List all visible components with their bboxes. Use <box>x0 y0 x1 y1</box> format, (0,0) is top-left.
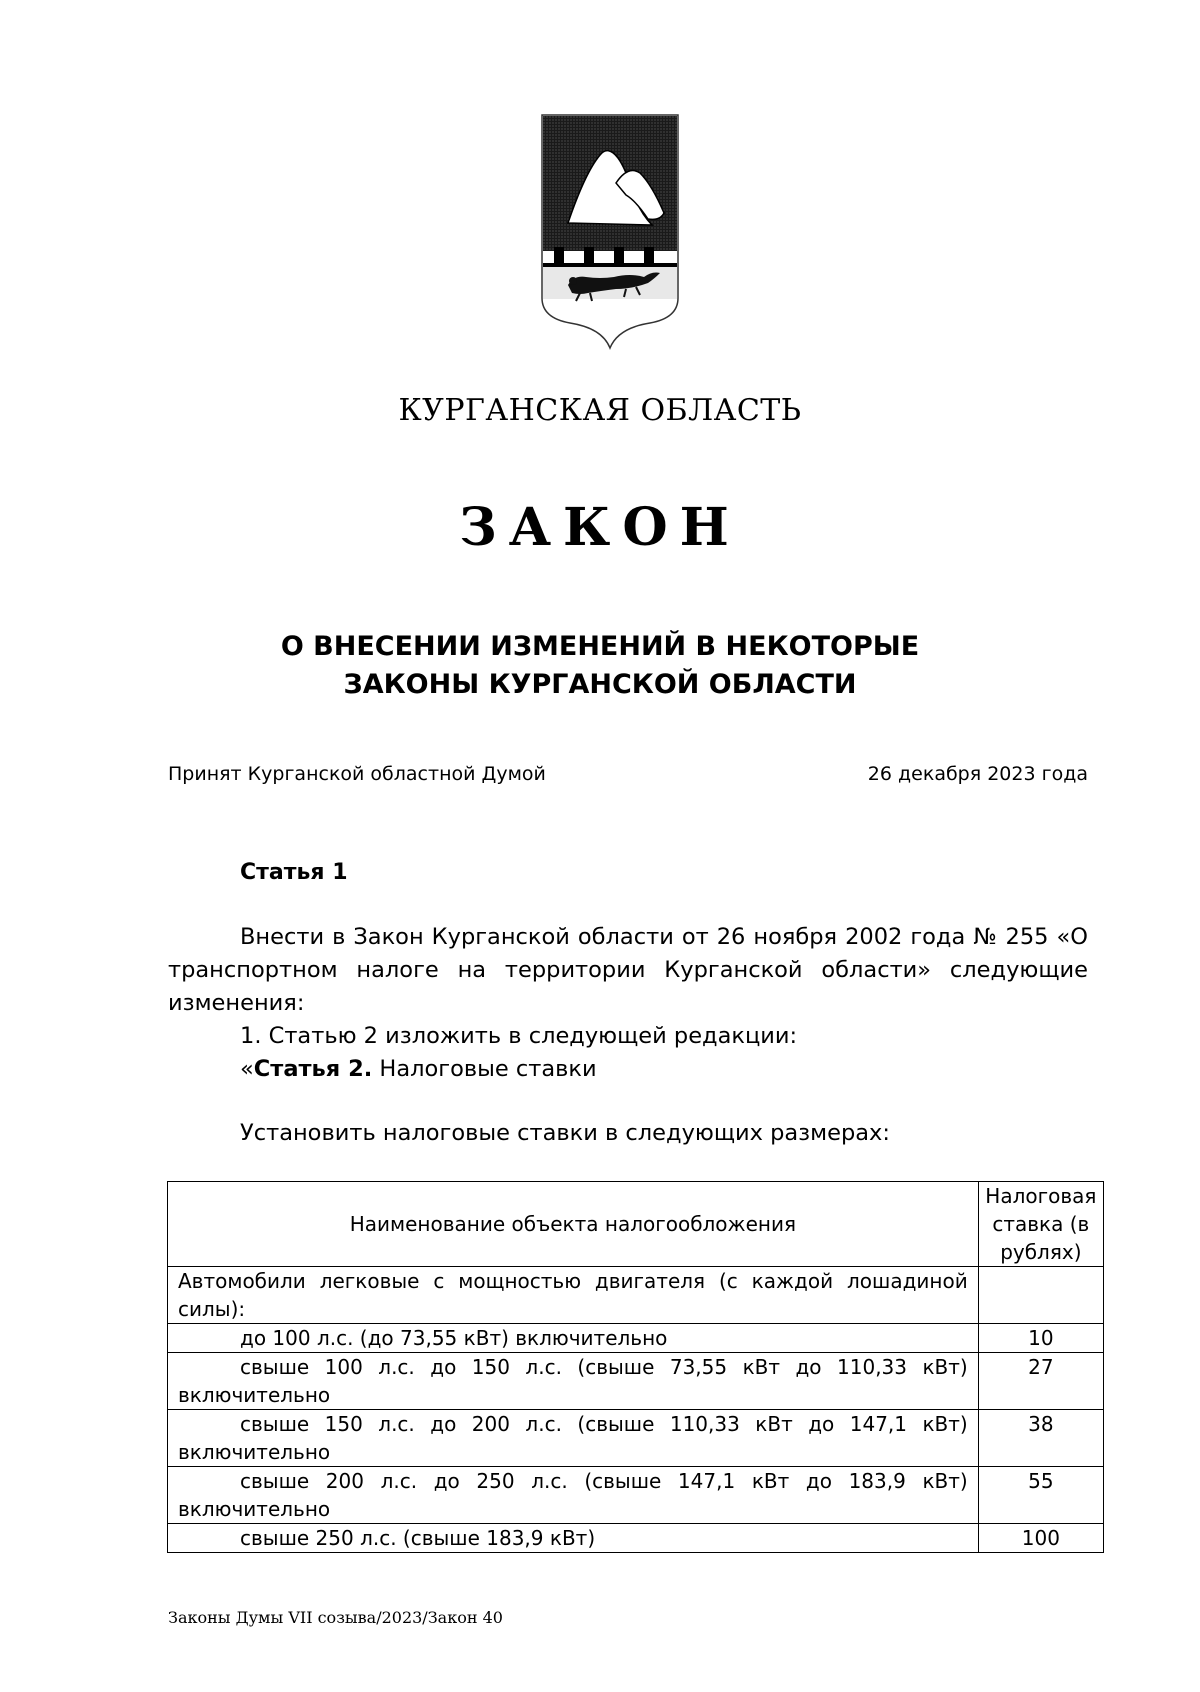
table-row <box>168 1467 1104 1524</box>
article-2-title: Налоговые ставки <box>372 1056 597 1082</box>
article-1-heading: Статья 1 <box>240 860 348 885</box>
tax-rates-table <box>167 1181 1104 1553</box>
row-name: свыше 100 л.с. до 150 л.с. (свыше 73,55 кВт до 110,33 кВт) включительно <box>168 1353 979 1410</box>
article-2-label: Статья 2. <box>253 1056 373 1082</box>
table-row-group <box>168 1267 1104 1324</box>
table-row <box>168 1410 1104 1467</box>
row-rate: 27 <box>978 1353 1103 1410</box>
rates-intro: Установить налоговые ставки в следующих размерах: <box>240 1120 890 1146</box>
column-header-rate: Налоговая ставка (в рублях) <box>978 1182 1103 1267</box>
quote-open: « <box>240 1056 254 1082</box>
group-rate-empty <box>978 1267 1103 1324</box>
article-2-heading <box>240 1053 597 1086</box>
table-row <box>168 1353 1104 1410</box>
document-footer-ref: Законы Думы VII созыва/2023/Закон 40 <box>168 1608 503 1627</box>
document-type-title: ЗАКОН <box>459 497 741 558</box>
coat-of-arms-icon <box>540 113 680 353</box>
group-label: Автомобили легковые с мощностью двигателя (с каждой лошадиной силы): <box>168 1267 979 1324</box>
item-1-text: 1. Статью 2 изложить в следующей редакции: <box>240 1023 798 1049</box>
law-subject-title <box>0 628 1200 704</box>
article-1-paragraph-text: Внести в Закон Курганской области от 26 ноября 2002 года № 255 «О транспортном налоге на территории Курганской области» следующие изменения: <box>168 924 1088 1016</box>
row-name: свыше 250 л.с. (свыше 183,9 кВт) <box>168 1524 979 1553</box>
row-rate: 10 <box>978 1324 1103 1353</box>
row-rate: 38 <box>978 1410 1103 1467</box>
column-header-name: Наименование объекта налогообложения <box>168 1182 979 1267</box>
row-name: свыше 200 л.с. до 250 л.с. (свыше 147,1 кВт до 183,9 кВт) включительно <box>168 1467 979 1524</box>
table-row <box>168 1524 1104 1553</box>
subject-line-1: О ВНЕСЕНИИ ИЗМЕНЕНИЙ В НЕКОТОРЫЕ <box>280 631 920 662</box>
adopted-by: Принят Курганской областной Думой <box>168 763 546 785</box>
article-1-paragraph <box>168 921 1088 1020</box>
table-row <box>168 1324 1104 1353</box>
table-header-row <box>168 1182 1104 1267</box>
row-rate: 100 <box>978 1524 1103 1553</box>
row-name: свыше 150 л.с. до 200 л.с. (свыше 110,33 кВт до 147,1 кВт) включительно <box>168 1410 979 1467</box>
adoption-date: 26 декабря 2023 года <box>867 763 1088 785</box>
subject-line-2: ЗАКОНЫ КУРГАНСКОЙ ОБЛАСТИ <box>343 669 857 700</box>
row-rate: 55 <box>978 1467 1103 1524</box>
row-name: до 100 л.с. (до 73,55 кВт) включительно <box>168 1324 979 1353</box>
region-title: КУРГАНСКАЯ ОБЛАСТЬ <box>398 393 802 428</box>
